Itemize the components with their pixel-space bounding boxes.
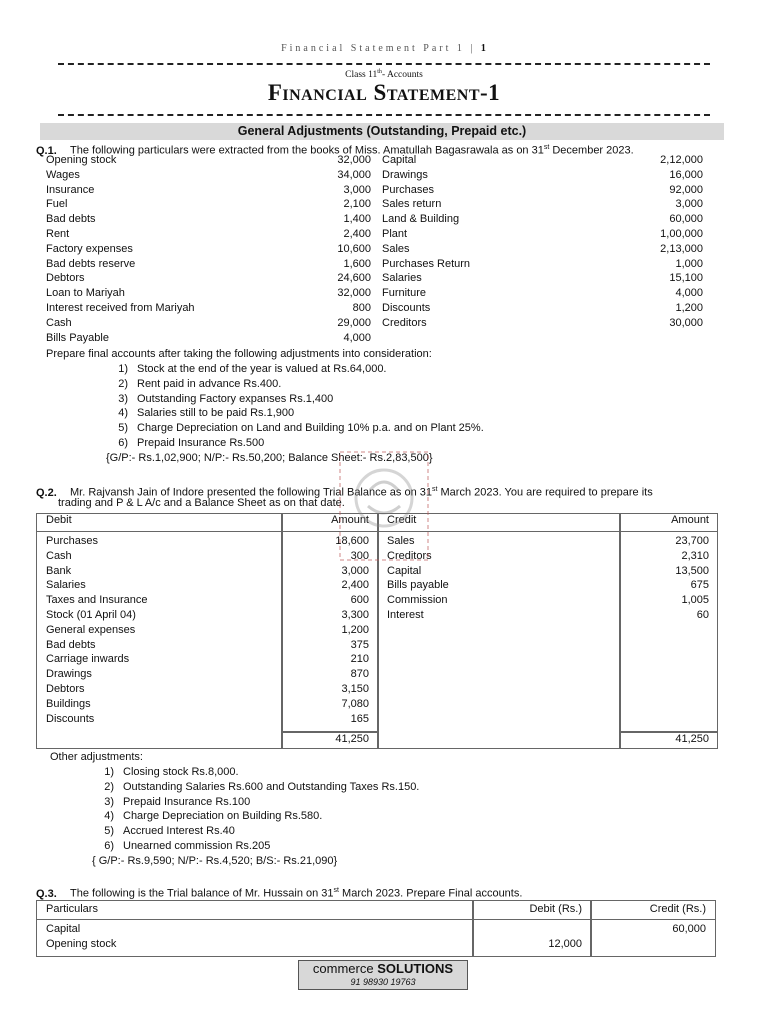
q1-row	[46, 302, 706, 317]
q2-adjustment-number: 2)	[104, 780, 114, 793]
q1-heading: Q.1. The following particulars were extracted from the books of Miss. Amatullah Bagasrawala as on 31st December 2023.	[36, 144, 634, 157]
q1-right-amount: 60,000	[669, 213, 703, 226]
q2-other-label: Other adjustments:	[50, 751, 143, 763]
q1-right-item: Discounts	[382, 301, 431, 314]
q2-adjustment-number: 3)	[104, 795, 114, 808]
q1-right-amount: 2,12,000	[660, 154, 703, 166]
q1-right-amount: 3,000	[675, 198, 703, 211]
q1-left-amount: 32,000	[337, 154, 371, 166]
q3-credit: 60,000	[672, 923, 706, 935]
q2-answer: { G/P:- Rs.9,590; N/P:- Rs.4,520; B/S:- Rs.21,090}	[92, 855, 338, 867]
q1-adjustment-number: 4)	[118, 407, 128, 420]
q1-adjustment-item	[106, 422, 484, 434]
footer-brand-logo	[298, 960, 468, 990]
q1-answer: {G/P:- Rs.1,02,900; N/P:- Rs.50,200; Balance Sheet:- Rs.2,83,500}	[106, 452, 433, 464]
q1-number: Q.1.	[36, 144, 57, 157]
q1-row	[46, 332, 706, 347]
q1-left-amount: 32,000	[337, 287, 371, 300]
q1-right-amount: 1,000	[675, 257, 703, 270]
q1-row	[46, 272, 706, 287]
q2-header-amount2: Amount	[671, 514, 709, 526]
q1-right-amount: 1,00,000	[660, 227, 703, 240]
q1-left-item: Wages	[46, 168, 80, 181]
q2-debit-amount: 600	[350, 594, 369, 607]
q1-right-item: Creditors	[382, 316, 427, 329]
q2-debit-amount: 3,300	[341, 609, 369, 621]
q1-row	[46, 243, 706, 258]
q1-left-amount: 10,600	[337, 242, 371, 255]
q2-adjustment-text: Closing stock Rs.8,000.	[123, 766, 239, 778]
q1-adjustment-item	[106, 437, 264, 449]
q2-header-amount: Amount	[331, 514, 369, 526]
q2-total-credit: 41,250	[675, 733, 709, 745]
q2-debit-item: Buildings	[46, 697, 91, 710]
q1-adjustment-number: 6)	[118, 437, 128, 449]
q2-credit-amount: 13,500	[675, 564, 709, 577]
section-title: General Adjustments (Outstanding, Prepaid etc.)	[40, 123, 724, 140]
q2-adjustment-item	[92, 825, 235, 837]
q2-debit-item: Drawings	[46, 668, 92, 681]
q1-particulars-list	[46, 154, 706, 346]
q2-adjustment-text: Charge Depreciation on Building Rs.580.	[123, 810, 323, 823]
q2-credit-amount: 60	[696, 609, 709, 621]
q2-credit-item: Interest	[387, 609, 424, 621]
q2-credit-item: Sales	[387, 535, 415, 547]
q1-row	[46, 258, 706, 273]
q1-right-item: Drawings	[382, 168, 428, 181]
page-title: Financial Statement-1	[267, 80, 501, 105]
q2-debit-item: Taxes and Insurance	[46, 594, 148, 607]
q1-adjustment-text: Salaries still to be paid Rs.1,900	[137, 407, 295, 420]
q1-right-item: Sales return	[382, 198, 442, 211]
q2-credit-amount: 1,005	[681, 594, 709, 607]
footer-phone: 91 98930 19763	[350, 977, 416, 987]
q2-adjustment-item	[92, 810, 322, 822]
q3-header-credit: Credit (Rs.)	[649, 903, 706, 915]
q1-row	[46, 317, 706, 332]
watermark-stamp-icon	[338, 450, 430, 562]
q3-header-debit: Debit (Rs.)	[529, 903, 582, 915]
q2-adjustment-number: 1)	[104, 766, 114, 778]
q1-adjustment-number: 1)	[118, 363, 128, 375]
q1-left-item: Loan to Mariyah	[46, 287, 125, 300]
q2-adjustment-number: 5)	[104, 825, 114, 838]
q2-adjustment-text: Unearned commission Rs.205	[123, 840, 271, 852]
q2-credit-amount: 2,310	[681, 549, 709, 562]
q2-adjustment-item	[92, 781, 419, 793]
q1-left-amount: 24,600	[337, 272, 371, 285]
q1-right-item: Capital	[382, 154, 417, 166]
q2-heading-line2: trading and P & L A/c and a Balance Sheet as on that date.	[58, 497, 345, 509]
q1-right-item: Furniture	[382, 287, 427, 300]
footer-brand-a: commerce	[312, 961, 378, 976]
q1-left-item: Factory expenses	[46, 242, 133, 255]
q2-debit-item: Bad debts	[46, 638, 96, 651]
q2-header-credit: Credit	[387, 514, 417, 526]
q2-debit-amount: 165	[350, 712, 369, 725]
q2-adjustment-item	[92, 796, 250, 808]
q2-debit-amount: 7,080	[341, 697, 369, 710]
q1-left-amount: 3,000	[343, 183, 371, 196]
q2-adjustment-item	[92, 766, 239, 778]
q1-right-item: Purchases Return	[382, 257, 471, 270]
q1-right-amount: 4,000	[675, 287, 703, 300]
q1-left-amount: 1,600	[343, 257, 371, 270]
q1-adjustment-number: 2)	[118, 377, 128, 390]
q1-adjustment-text: Stock at the end of the year is valued at Rs.64,000.	[137, 363, 387, 375]
q1-right-item: Sales	[382, 242, 410, 255]
q1-right-item: Salaries	[382, 272, 422, 285]
q2-debit-item: Stock (01 April 04)	[46, 609, 136, 621]
q3-heading: Q.3. The following is the Trial balance of Mr. Hussain on 31st March 2023. Prepare Final accounts.	[36, 887, 523, 900]
q3-item: Opening stock	[46, 938, 117, 950]
q1-row	[46, 169, 706, 184]
q1-adjustment-number: 5)	[118, 422, 128, 435]
q2-debit-item: General expenses	[46, 623, 136, 636]
q2-debit-amount: 2,400	[341, 579, 369, 592]
q1-right-item: Purchases	[382, 183, 434, 196]
q2-debit-item: Bank	[46, 564, 72, 577]
q2-total-debit: 41,250	[335, 733, 369, 745]
q3-debit: 12,000	[548, 938, 582, 950]
q3-header-particulars: Particulars	[46, 903, 98, 915]
q1-left-item: Cash	[46, 316, 72, 329]
q2-credit-amount: 23,700	[675, 535, 709, 547]
q1-left-item: Debtors	[46, 272, 85, 285]
q2-heading: Q.2. Mr. Rajvansh Jain of Indore presented the following Trial Balance as on 31st March 2023. You are required to prepare its	[36, 486, 653, 499]
q3-item: Capital	[46, 923, 81, 935]
q2-adjustment-text: Accrued Interest Rs.40	[123, 825, 235, 838]
q1-right-amount: 16,000	[669, 168, 703, 181]
q2-credit-amount: 675	[690, 579, 709, 592]
q2-adjustment-number: 6)	[104, 840, 114, 852]
q1-row	[46, 213, 706, 228]
q2-adjustment-text: Outstanding Salaries Rs.600 and Outstanding Taxes Rs.150.	[123, 780, 420, 793]
q3-hdr-particulars-cell	[36, 900, 474, 920]
q1-adjustment-text: Prepaid Insurance Rs.500	[137, 437, 265, 449]
q1-row	[46, 184, 706, 199]
q1-left-amount: 4,000	[343, 331, 371, 344]
q2-debit-amount: 1,200	[341, 623, 369, 636]
q2-adjustment-text: Prepaid Insurance Rs.100	[123, 795, 251, 808]
q1-right-amount: 15,100	[669, 272, 703, 285]
q1-prepare-text: Prepare final accounts after taking the following adjustments into consideration:	[46, 348, 432, 360]
q2-credit-item: Commission	[387, 594, 448, 607]
title-divider	[58, 114, 710, 116]
q1-adjustment-text: Charge Depreciation on Land and Building 10% p.a. and on Plant 25%.	[137, 422, 484, 435]
q1-row	[46, 228, 706, 243]
q1-left-amount: 34,000	[337, 168, 371, 181]
q1-left-item: Bad debts	[46, 213, 96, 226]
q2-debit-amount: 300	[350, 549, 369, 562]
q2-number: Q.2.	[36, 486, 57, 499]
q1-left-item: Interest received from Mariyah	[46, 301, 195, 314]
q2-debit-item: Salaries	[46, 579, 86, 592]
q1-right-amount: 1,200	[675, 301, 703, 314]
q3-number: Q.3.	[36, 887, 57, 900]
q2-debit-amount: 375	[350, 638, 369, 651]
q2-debit-item: Debtors	[46, 683, 85, 695]
page-number: 1	[480, 43, 487, 54]
q1-left-item: Bad debts reserve	[46, 257, 136, 270]
q1-adjustment-item	[106, 363, 387, 375]
q2-adjustment-number: 4)	[104, 810, 114, 823]
q1-row	[46, 287, 706, 302]
q1-right-item: Plant	[382, 227, 408, 240]
q2-hdr-debit-cell	[36, 513, 283, 532]
q1-left-amount: 1,400	[343, 213, 371, 226]
q1-left-item: Bills Payable	[46, 331, 109, 344]
q2-credit-item: Capital	[387, 564, 422, 577]
q1-right-amount: 2,13,000	[660, 242, 703, 255]
q1-left-amount: 2,100	[343, 198, 371, 211]
q2-debit-item: Discounts	[46, 712, 95, 725]
running-header: Financial Statement Part 1 | 1	[281, 43, 487, 54]
q1-right-item: Land & Building	[382, 213, 460, 226]
q2-adjustment-item	[92, 840, 270, 852]
running-title: Financial Statement Part 1	[281, 43, 465, 54]
q1-row	[46, 154, 706, 169]
q1-left-item: Rent	[46, 227, 70, 240]
q1-adjustment-item	[106, 407, 294, 419]
q2-debit-amount: 210	[350, 653, 369, 666]
header-divider	[58, 63, 710, 65]
class-line: Class 11th- Accounts	[345, 69, 423, 81]
q2-debit-item: Purchases	[46, 535, 98, 547]
q1-adjustment-number: 3)	[118, 392, 128, 405]
q1-adjustment-text: Outstanding Factory expanses Rs.1,400	[137, 392, 334, 405]
q1-left-amount: 800	[352, 301, 371, 314]
footer-brand-b: SOLUTIONS	[377, 961, 454, 976]
q1-right-amount: 30,000	[669, 316, 703, 329]
q1-left-amount: 2,400	[343, 227, 371, 240]
q2-debit-amount: 870	[350, 668, 369, 681]
q1-left-item: Insurance	[46, 183, 95, 196]
q1-adjustment-text: Rent paid in advance Rs.400.	[137, 377, 282, 390]
q2-debit-amount: 3,000	[341, 564, 369, 577]
q1-row	[46, 198, 706, 213]
q1-adjustment-item	[106, 393, 333, 405]
q1-right-amount: 92,000	[669, 183, 703, 196]
q2-credit-item: Bills payable	[387, 579, 449, 592]
q2-debit-item: Carriage inwards	[46, 653, 130, 666]
q2-debit-amount: 18,600	[335, 535, 369, 547]
q2-debit-amount: 3,150	[341, 683, 369, 695]
q1-left-amount: 29,000	[337, 316, 371, 329]
q1-adjustment-item	[106, 378, 281, 390]
q2-debit-item: Cash	[46, 549, 72, 562]
q2-credit-item: Creditors	[387, 549, 432, 562]
q1-left-item: Fuel	[46, 198, 68, 211]
q2-header-debit: Debit	[46, 514, 72, 526]
q1-left-item: Opening stock	[46, 154, 117, 166]
